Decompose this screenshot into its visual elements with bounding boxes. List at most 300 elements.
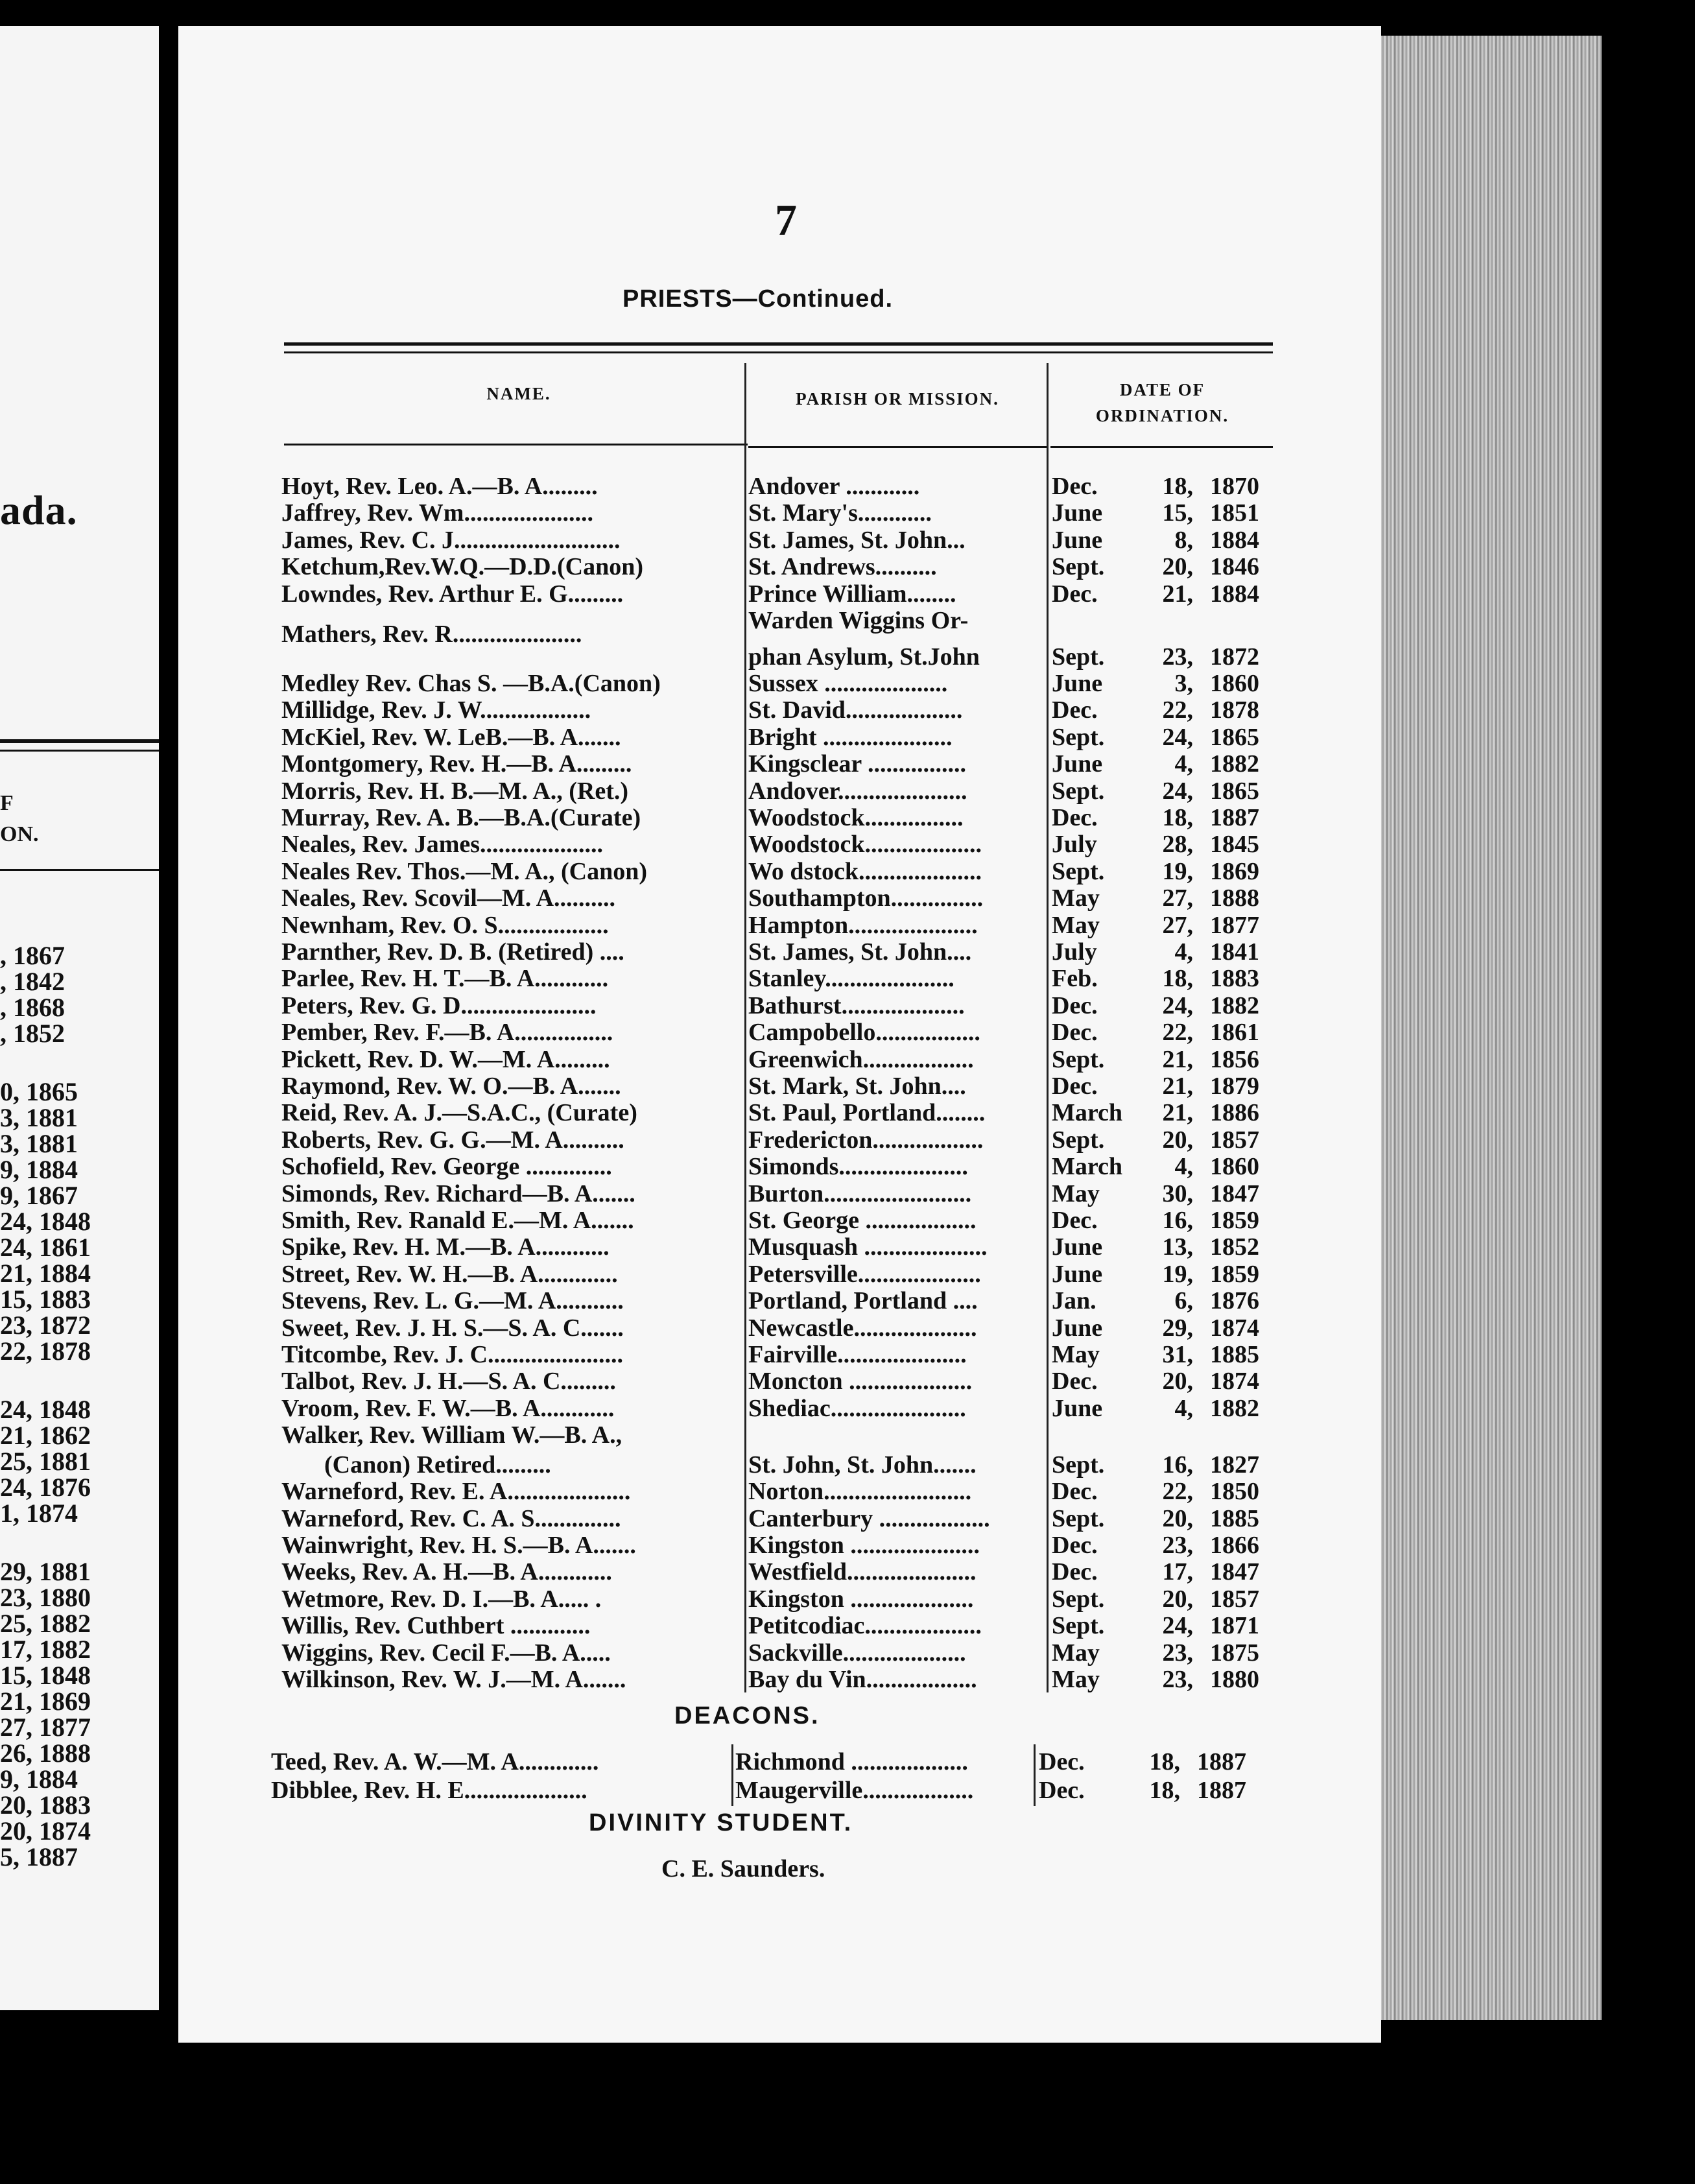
- page-number: 7: [775, 195, 797, 244]
- header-rule: [284, 351, 1273, 353]
- table-row: [0, 669, 1297, 696]
- parish-cell: Maugerville..................: [735, 1777, 974, 1804]
- parish-cell: St. James, St. John....: [748, 938, 972, 966]
- month-cell: July: [1052, 938, 1097, 966]
- left-page-date-fragment: 21, 1869: [0, 1687, 91, 1716]
- month-cell: Feb.: [1052, 965, 1098, 993]
- month-cell: Sept.: [1052, 723, 1105, 751]
- name-cell: Reid, Rev. A. J.—S.A.C., (Curate): [281, 1099, 637, 1127]
- column-header-name: NAME.: [486, 384, 551, 403]
- year-cell: 1872: [1210, 643, 1259, 671]
- column-header-rule: [1050, 446, 1273, 448]
- day-cell: 4,: [1174, 750, 1193, 778]
- day-cell: 27,: [1162, 911, 1193, 939]
- parish-cell: Hampton.....................: [748, 911, 978, 939]
- month-cell: June: [1052, 1233, 1103, 1261]
- parish-cell: Southampton...............: [748, 884, 984, 912]
- month-cell: Sept.: [1052, 553, 1105, 581]
- table-row: [0, 472, 1297, 499]
- table-row: [0, 884, 1297, 910]
- year-cell: 1865: [1210, 723, 1259, 751]
- parish-cell: St. Andrews..........: [748, 553, 937, 581]
- parish-cell: Simonds.....................: [748, 1153, 968, 1181]
- left-page-date-fragment: 23, 1872: [0, 1311, 91, 1340]
- parish-cell: Canterbury ..................: [748, 1504, 990, 1532]
- table-row: [0, 964, 1297, 991]
- month-cell: Sept.: [1052, 1612, 1105, 1640]
- table-row: [0, 1421, 1297, 1447]
- parish-cell: Prince William........: [748, 580, 956, 608]
- name-cell: (Canon) Retired.........: [324, 1451, 551, 1479]
- year-cell: 1847: [1210, 1180, 1259, 1207]
- parish-cell: Shediac......................: [748, 1394, 966, 1422]
- year-cell: 1876: [1210, 1287, 1259, 1315]
- year-cell: 1874: [1210, 1314, 1259, 1342]
- left-page-date-fragment: 15, 1883: [0, 1285, 91, 1314]
- parish-cell: Wo dstock....................: [748, 857, 982, 885]
- day-cell: 24,: [1162, 991, 1193, 1019]
- month-cell: Dec.: [1039, 1748, 1085, 1775]
- month-cell: June: [1052, 526, 1103, 554]
- parish-cell: Musquash ....................: [748, 1233, 988, 1261]
- name-cell: Smith, Rev. Ranald E.—M. A.......: [281, 1207, 634, 1234]
- table-row: [0, 1639, 1297, 1665]
- page-edges-shadow: [1602, 0, 1695, 2184]
- table-row: [0, 830, 1297, 857]
- month-cell: Dec.: [1052, 580, 1098, 608]
- table-row: [0, 499, 1297, 525]
- name-cell: Montgomery, Rev. H.—B. A.........: [281, 750, 632, 778]
- parish-cell: St. John, St. John.......: [748, 1451, 977, 1479]
- year-cell: 1857: [1210, 1585, 1259, 1613]
- day-cell: 15,: [1162, 499, 1193, 527]
- left-page-date-fragment: , 1868: [0, 993, 65, 1022]
- parish-cell: Stanley.....................: [748, 965, 954, 993]
- day-cell: 21,: [1162, 580, 1193, 608]
- parish-cell: Kingston .....................: [748, 1532, 980, 1559]
- day-cell: 6,: [1174, 1287, 1193, 1315]
- name-cell: Jaffrey, Rev. Wm.....................: [281, 499, 593, 527]
- parish-cell: Norton........................: [748, 1478, 972, 1506]
- day-cell: 18,: [1162, 965, 1193, 993]
- month-cell: Dec.: [1052, 991, 1098, 1019]
- day-cell: 8,: [1174, 526, 1193, 554]
- year-cell: 1869: [1210, 857, 1259, 885]
- day-cell: 17,: [1162, 1558, 1193, 1586]
- table-row: [0, 1072, 1297, 1098]
- name-cell: Neales, Rev. James....................: [281, 831, 604, 859]
- day-cell: 20,: [1162, 1368, 1193, 1395]
- name-cell: Medley Rev. Chas S. —B.A.(Canon): [281, 670, 661, 697]
- table-row: [0, 1340, 1297, 1367]
- column-header-rule: [284, 444, 748, 445]
- deacons-heading: DEACONS.: [674, 1702, 820, 1729]
- left-page-date-fragment: 1, 1874: [0, 1499, 78, 1528]
- left-page-date-fragment: , 1852: [0, 1019, 65, 1048]
- name-cell: Raymond, Rev. W. O.—B. A.......: [281, 1073, 621, 1100]
- table-row: [0, 1180, 1297, 1206]
- day-cell: 19,: [1162, 1260, 1193, 1288]
- parish-cell: Petitcodiac...................: [748, 1612, 982, 1640]
- month-cell: June: [1052, 750, 1103, 778]
- name-cell: Parlee, Rev. H. T.—B. A............: [281, 965, 609, 993]
- left-page-date-fragment: 9, 1867: [0, 1181, 78, 1210]
- month-cell: Dec.: [1052, 1532, 1098, 1559]
- year-cell: 1877: [1210, 911, 1259, 939]
- year-cell: 1870: [1210, 473, 1259, 500]
- table-row: [0, 1314, 1297, 1340]
- day-cell: 16,: [1162, 1207, 1193, 1234]
- month-cell: July: [1052, 831, 1097, 859]
- name-cell: Schofield, Rev. George ..............: [281, 1153, 612, 1181]
- year-cell: 1887: [1197, 1777, 1246, 1804]
- day-cell: 18,: [1162, 473, 1193, 500]
- day-cell: 20,: [1162, 1504, 1193, 1532]
- table-row: [0, 938, 1297, 964]
- page-edges: [1381, 36, 1602, 2020]
- month-cell: Sept.: [1052, 857, 1105, 885]
- name-cell: Ketchum,Rev.W.Q.—D.D.(Canon): [281, 553, 644, 581]
- column-divider: [731, 1744, 733, 1806]
- month-cell: Sept.: [1052, 1126, 1105, 1154]
- parish-cell: Fredericton..................: [748, 1126, 984, 1154]
- year-cell: 1856: [1210, 1045, 1259, 1073]
- year-cell: 1859: [1210, 1207, 1259, 1234]
- divinity-student-name: C. E. Saunders.: [661, 1855, 825, 1882]
- table-row: [0, 580, 1297, 606]
- day-cell: 13,: [1162, 1233, 1193, 1261]
- name-cell: Parnther, Rev. D. B. (Retired) ....: [281, 938, 624, 966]
- left-page-date-fragment: 24, 1848: [0, 1395, 91, 1424]
- table-row: [0, 777, 1297, 803]
- table-row: [0, 857, 1297, 884]
- left-page-date-fragment: , 1867: [0, 941, 65, 970]
- table-row: [0, 803, 1297, 830]
- month-cell: Sept.: [1052, 1504, 1105, 1532]
- year-cell: 1851: [1210, 499, 1259, 527]
- column-header-date-line2: ORDINATION.: [1095, 406, 1229, 425]
- column-header-parish: PARISH OR MISSION.: [796, 389, 999, 409]
- day-cell: 22,: [1162, 1478, 1193, 1506]
- day-cell: 3,: [1174, 670, 1193, 697]
- left-page-date-fragment: 26, 1888: [0, 1739, 91, 1768]
- day-cell: 19,: [1162, 857, 1193, 885]
- table-row: [0, 1126, 1297, 1152]
- name-cell: Peters, Rev. G. D......................: [281, 991, 597, 1019]
- left-page-date-fragment: 15, 1848: [0, 1661, 91, 1690]
- name-cell: Street, Rev. W. H.—B. A.............: [281, 1260, 618, 1288]
- table-row: [0, 1611, 1297, 1638]
- day-cell: 18,: [1162, 804, 1193, 831]
- year-cell: 1857: [1210, 1126, 1259, 1154]
- year-cell: 1882: [1210, 750, 1259, 778]
- table-row: [0, 1018, 1297, 1045]
- year-cell: 1827: [1210, 1451, 1259, 1479]
- divinity-student-heading: DIVINITY STUDENT.: [589, 1809, 853, 1836]
- month-cell: May: [1052, 1180, 1100, 1207]
- year-cell: 1847: [1210, 1558, 1259, 1586]
- left-page-date-fragment: 3, 1881: [0, 1129, 78, 1158]
- year-cell: 1878: [1210, 696, 1259, 724]
- name-cell: Roberts, Rev. G. G.—M. A..........: [281, 1126, 624, 1154]
- day-cell: 29,: [1162, 1314, 1193, 1342]
- name-cell: Vroom, Rev. F. W.—B. A............: [281, 1394, 615, 1422]
- parish-cell: Westfield.....................: [748, 1558, 977, 1586]
- year-cell: 1884: [1210, 580, 1259, 608]
- year-cell: 1866: [1210, 1532, 1259, 1559]
- month-cell: Sept.: [1052, 1451, 1105, 1479]
- parish-cell: Petersville....................: [748, 1260, 981, 1288]
- name-cell: Pember, Rev. F.—B. A................: [281, 1019, 613, 1047]
- year-cell: 1859: [1210, 1260, 1259, 1288]
- month-cell: Dec.: [1039, 1777, 1085, 1804]
- day-cell: 4,: [1174, 938, 1193, 966]
- name-cell: Mathers, Rev. R.....................: [281, 621, 582, 648]
- left-page-date-fragment: 20, 1874: [0, 1816, 91, 1846]
- left-page-heading-fragment: ada.: [0, 487, 78, 533]
- name-cell: Sweet, Rev. J. H. S.—S. A. C.......: [281, 1314, 624, 1342]
- name-cell: Warneford, Rev. E. A....................: [281, 1478, 631, 1506]
- month-cell: Dec.: [1052, 696, 1098, 724]
- year-cell: 1874: [1210, 1368, 1259, 1395]
- table-row: [0, 1206, 1297, 1233]
- day-cell: 24,: [1162, 1612, 1193, 1640]
- left-page-date-fragment: 9, 1884: [0, 1155, 78, 1184]
- name-cell: Willis, Rev. Cuthbert .............: [281, 1612, 591, 1640]
- name-cell: Weeks, Rev. A. H.—B. A............: [281, 1558, 612, 1586]
- day-cell: 18,: [1149, 1748, 1180, 1775]
- left-page-date-fragment: 24, 1848: [0, 1207, 91, 1236]
- parish-cell: Burton........................: [748, 1180, 972, 1207]
- day-cell: 23,: [1162, 1532, 1193, 1559]
- table-row: [0, 1748, 1284, 1774]
- day-cell: 24,: [1162, 777, 1193, 805]
- name-cell: Neales Rev. Thos.—M. A., (Canon): [281, 857, 648, 885]
- table-row: [0, 723, 1297, 750]
- table-row: [0, 1260, 1297, 1287]
- month-cell: Jan.: [1052, 1287, 1096, 1315]
- year-cell: 1875: [1210, 1639, 1259, 1667]
- column-divider: [1034, 1744, 1036, 1806]
- day-cell: 23,: [1162, 1666, 1193, 1693]
- name-cell: Dibblee, Rev. H. E....................: [271, 1777, 587, 1804]
- day-cell: 16,: [1162, 1451, 1193, 1479]
- day-cell: 20,: [1162, 1585, 1193, 1613]
- year-cell: 1860: [1210, 670, 1259, 697]
- parish-cell: Sussex ....................: [748, 670, 948, 697]
- parish-cell: Bright .....................: [748, 723, 953, 751]
- table-row: [0, 1287, 1297, 1313]
- day-cell: 21,: [1162, 1099, 1193, 1127]
- day-cell: 20,: [1162, 553, 1193, 581]
- month-cell: Sept.: [1052, 1045, 1105, 1073]
- month-cell: Dec.: [1052, 804, 1098, 831]
- table-row: [0, 1367, 1297, 1394]
- month-cell: Dec.: [1052, 1368, 1098, 1395]
- table-row: [0, 1585, 1297, 1611]
- day-cell: 4,: [1174, 1394, 1193, 1422]
- name-cell: Stevens, Rev. L. G.—M. A...........: [281, 1287, 624, 1315]
- year-cell: 1841: [1210, 938, 1259, 966]
- year-cell: 1885: [1210, 1341, 1259, 1368]
- day-cell: 23,: [1162, 1639, 1193, 1667]
- day-cell: 31,: [1162, 1341, 1193, 1368]
- parish-cell: Newcastle....................: [748, 1314, 977, 1342]
- day-cell: 30,: [1162, 1180, 1193, 1207]
- month-cell: June: [1052, 1260, 1103, 1288]
- parish-cell: Moncton ....................: [748, 1368, 973, 1395]
- year-cell: 1865: [1210, 777, 1259, 805]
- left-page-date-fragment: 5, 1887: [0, 1842, 78, 1871]
- month-cell: May: [1052, 884, 1100, 912]
- left-page-date-fragment: 25, 1881: [0, 1447, 91, 1476]
- left-page-date-fragment: 23, 1880: [0, 1583, 91, 1612]
- parish-cell: Woodstock...................: [748, 831, 982, 859]
- year-cell: 1887: [1210, 804, 1259, 831]
- year-cell: 1886: [1210, 1099, 1259, 1127]
- parish-cell: St. Mark, St. John....: [748, 1073, 966, 1100]
- table-row: [0, 1233, 1297, 1259]
- day-cell: 24,: [1162, 723, 1193, 751]
- day-cell: 21,: [1162, 1045, 1193, 1073]
- left-page-date-fragment: 24, 1876: [0, 1473, 91, 1502]
- parish-cell: St. Paul, Portland........: [748, 1099, 986, 1127]
- parish-cell: Fairville.....................: [748, 1341, 967, 1368]
- parish-cell: Campobello.................: [748, 1019, 980, 1047]
- table-row: [0, 911, 1297, 938]
- day-cell: 20,: [1162, 1126, 1193, 1154]
- year-cell: 1880: [1210, 1666, 1259, 1693]
- month-cell: Dec.: [1052, 1478, 1098, 1506]
- name-cell: James, Rev. C. J...........................: [281, 526, 621, 554]
- table-row: [0, 643, 1297, 669]
- parish-cell: Kingston ....................: [748, 1585, 974, 1613]
- year-cell: 1887: [1197, 1748, 1246, 1775]
- year-cell: 1882: [1210, 1394, 1259, 1422]
- name-cell: Warneford, Rev. C. A. S..............: [281, 1504, 621, 1532]
- year-cell: 1860: [1210, 1153, 1259, 1181]
- parish-cell: Bathurst....................: [748, 991, 965, 1019]
- month-cell: Sept.: [1052, 643, 1105, 671]
- day-cell: 27,: [1162, 884, 1193, 912]
- year-cell: 1861: [1210, 1019, 1259, 1047]
- year-cell: 1885: [1210, 1504, 1259, 1532]
- parish-cell: Portland, Portland ....: [748, 1287, 978, 1315]
- day-cell: 21,: [1162, 1073, 1193, 1100]
- year-cell: 1882: [1210, 991, 1259, 1019]
- name-cell: Wainwright, Rev. H. S.—B. A.......: [281, 1532, 636, 1559]
- name-cell: Wetmore, Rev. D. I.—B. A..... .: [281, 1585, 602, 1613]
- day-cell: 4,: [1174, 1153, 1193, 1181]
- table-row: [0, 1531, 1297, 1558]
- left-page-date-fragment: 3, 1881: [0, 1103, 78, 1132]
- table-row: [0, 1451, 1297, 1477]
- year-cell: 1846: [1210, 553, 1259, 581]
- table-row: [0, 526, 1297, 552]
- month-cell: May: [1052, 1666, 1100, 1693]
- left-page-date-fragment: 25, 1882: [0, 1609, 91, 1638]
- name-cell: Newnham, Rev. O. S..................: [281, 911, 609, 939]
- table-row: [0, 1098, 1297, 1125]
- year-cell: 1845: [1210, 831, 1259, 859]
- day-cell: 23,: [1162, 643, 1193, 671]
- month-cell: Sept.: [1052, 1585, 1105, 1613]
- month-cell: Dec.: [1052, 1207, 1098, 1234]
- parish-cell: Bay du Vin..................: [748, 1666, 977, 1693]
- table-row: [0, 1776, 1284, 1803]
- name-cell: Morris, Rev. H. B.—M. A., (Ret.): [281, 777, 629, 805]
- name-cell: Lowndes, Rev. Arthur E. G.........: [281, 580, 624, 608]
- left-page-date-fragment: 29, 1881: [0, 1557, 91, 1586]
- month-cell: March: [1052, 1099, 1123, 1127]
- year-cell: 1888: [1210, 884, 1259, 912]
- left-page-column-fragment: F: [0, 791, 14, 815]
- month-cell: June: [1052, 1314, 1103, 1342]
- table-row: [0, 1394, 1297, 1421]
- month-cell: May: [1052, 911, 1100, 939]
- table-row: [0, 696, 1297, 722]
- table-row: [0, 552, 1297, 579]
- name-cell: McKiel, Rev. W. LeB.—B. A.......: [281, 723, 621, 751]
- year-cell: 1871: [1210, 1612, 1259, 1640]
- name-cell: Wiggins, Rev. Cecil F.—B. A.....: [281, 1639, 611, 1667]
- left-page-date-fragment: 9, 1884: [0, 1764, 78, 1794]
- left-page-date-fragment: 0, 1865: [0, 1077, 78, 1106]
- table-row: [0, 750, 1297, 776]
- left-page-date-fragment: 27, 1877: [0, 1713, 91, 1742]
- table-row: [0, 991, 1297, 1018]
- name-cell: Teed, Rev. A. W.—M. A.............: [271, 1748, 599, 1775]
- table-row: [0, 1504, 1297, 1531]
- month-cell: June: [1052, 1394, 1103, 1422]
- left-page-date-fragment: 20, 1883: [0, 1790, 91, 1820]
- year-cell: 1850: [1210, 1478, 1259, 1506]
- left-page-date-fragment: 24, 1861: [0, 1233, 91, 1262]
- parish-cell: St. George ..................: [748, 1207, 977, 1234]
- month-cell: Dec.: [1052, 1558, 1098, 1586]
- month-cell: May: [1052, 1639, 1100, 1667]
- month-cell: June: [1052, 670, 1103, 697]
- year-cell: 1852: [1210, 1233, 1259, 1261]
- name-cell: Millidge, Rev. J. W..................: [281, 696, 591, 724]
- name-cell: Titcombe, Rev. J. C......................: [281, 1341, 624, 1368]
- header-rule: [284, 342, 1273, 346]
- name-cell: Pickett, Rev. D. W.—M. A.........: [281, 1045, 610, 1073]
- name-cell: Hoyt, Rev. Leo. A.—B. A.........: [281, 473, 598, 500]
- name-cell: Simonds, Rev. Richard—B. A.......: [281, 1180, 635, 1207]
- table-row: [0, 1665, 1297, 1692]
- parish-cell: St. David...................: [748, 696, 963, 724]
- name-cell: Walker, Rev. William W.—B. A.,: [281, 1421, 622, 1449]
- parish-cell: Greenwich..................: [748, 1045, 974, 1073]
- column-header-date-line1: DATE OF: [1119, 380, 1205, 399]
- name-cell: Neales, Rev. Scovil—M. A..........: [281, 884, 616, 912]
- left-page-date-fragment: 22, 1878: [0, 1336, 91, 1366]
- day-cell: 22,: [1162, 1019, 1193, 1047]
- day-cell: 22,: [1162, 696, 1193, 724]
- table-row: [0, 1477, 1297, 1504]
- month-cell: Dec.: [1052, 1019, 1098, 1047]
- left-page-column-fragment: ON.: [0, 822, 39, 846]
- day-cell: 28,: [1162, 831, 1193, 859]
- parish-cell: Kingsclear ................: [748, 750, 967, 778]
- parish-cell: Andover ............: [748, 473, 920, 500]
- name-cell: Murray, Rev. A. B.—B.A.(Curate): [281, 804, 641, 831]
- year-cell: 1883: [1210, 965, 1259, 993]
- parish-cell: Sackville....................: [748, 1639, 966, 1667]
- month-cell: May: [1052, 1341, 1100, 1368]
- left-page-date-fragment: 17, 1882: [0, 1635, 91, 1664]
